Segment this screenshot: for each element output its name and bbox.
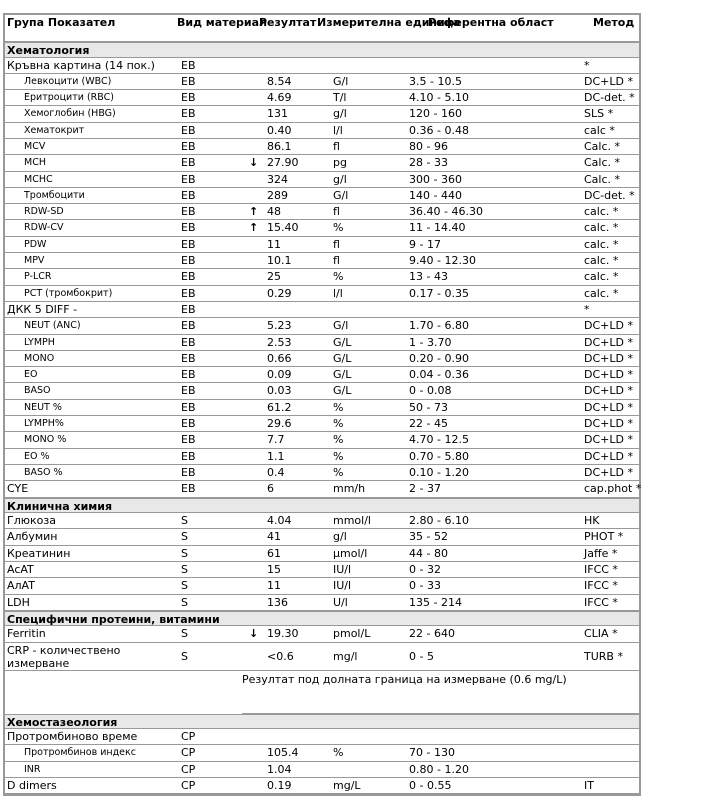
table-row bbox=[5, 253, 639, 269]
result-value: 8.54 bbox=[267, 74, 292, 88]
material: ЕВ bbox=[181, 237, 196, 251]
method: DC-det. * bbox=[584, 91, 635, 105]
test-name: CRP - количествено измерване bbox=[7, 643, 121, 670]
test-name: LYMPH bbox=[24, 336, 55, 348]
reference-range: 0.80 - 1.20 bbox=[409, 762, 469, 776]
method: CLIA * bbox=[584, 627, 618, 641]
result-value: 2.53 bbox=[267, 335, 292, 349]
reference-range: 44 - 80 bbox=[409, 546, 448, 560]
method: DC+LD * bbox=[584, 319, 633, 333]
result-value: 25 bbox=[267, 270, 281, 284]
test-name: Глюкоза bbox=[7, 514, 56, 528]
result-value: 105.4 bbox=[267, 746, 299, 760]
test-name: LDH bbox=[7, 595, 30, 609]
result-value: 41 bbox=[267, 530, 281, 544]
unit: fl bbox=[333, 139, 340, 153]
table-row bbox=[5, 383, 639, 399]
material: S bbox=[181, 649, 188, 663]
reference-range: 0.04 - 0.36 bbox=[409, 368, 469, 382]
method: cap.phot * bbox=[584, 482, 642, 496]
test-name: EO % bbox=[24, 450, 50, 462]
reference-range: 9 - 17 bbox=[409, 237, 441, 251]
material: ЕВ bbox=[181, 417, 196, 431]
table-row bbox=[5, 155, 639, 171]
unit: % bbox=[333, 465, 344, 479]
material: CP bbox=[181, 778, 196, 792]
result-value: 1.1 bbox=[267, 449, 285, 463]
table-row bbox=[5, 513, 639, 529]
reference-range: 135 - 214 bbox=[409, 595, 462, 609]
result-note: Резултат под долната граница на измерване (0.6 mg/L) bbox=[242, 672, 567, 686]
unit: T/l bbox=[333, 91, 347, 105]
reference-range: 3.5 - 10.5 bbox=[409, 74, 462, 88]
unit: G/L bbox=[333, 384, 352, 398]
unit: % bbox=[333, 449, 344, 463]
unit: % bbox=[333, 417, 344, 431]
test-name: Протромбиново време bbox=[7, 730, 138, 744]
test-name: Хемоглобин (HBG) bbox=[24, 108, 116, 120]
method: calc. * bbox=[584, 205, 619, 219]
table-row bbox=[5, 432, 639, 448]
material: ЕВ bbox=[181, 221, 196, 235]
table-row bbox=[5, 188, 639, 204]
table-row bbox=[5, 626, 639, 642]
header-name: Група Показател bbox=[7, 16, 116, 29]
test-name: Албумин bbox=[7, 530, 58, 544]
method: TURB * bbox=[584, 649, 623, 663]
reference-range: 0 - 0.55 bbox=[409, 778, 452, 792]
unit: g/l bbox=[333, 530, 347, 544]
table-row bbox=[5, 302, 639, 318]
method: DC+LD * bbox=[584, 417, 633, 431]
test-name: Левкоцити (WBC) bbox=[24, 75, 112, 87]
method: calc. * bbox=[584, 221, 619, 235]
table-row bbox=[5, 578, 639, 594]
test-name: AcAT bbox=[7, 562, 34, 576]
table-row bbox=[5, 74, 639, 90]
unit: G/L bbox=[333, 368, 352, 382]
material: ЕВ bbox=[181, 254, 196, 268]
result-value: 15 bbox=[267, 562, 281, 576]
section-header bbox=[5, 42, 639, 58]
material: CP bbox=[181, 762, 196, 776]
material: S bbox=[181, 562, 188, 576]
method: PHOT * bbox=[584, 530, 624, 544]
result-value: 0.19 bbox=[267, 778, 292, 792]
lab-results-table bbox=[3, 13, 641, 796]
material: CP bbox=[181, 730, 196, 744]
reference-range: 28 - 33 bbox=[409, 156, 448, 170]
method: DC-det. * bbox=[584, 188, 635, 202]
unit: pg bbox=[333, 156, 347, 170]
test-name: LYMPH% bbox=[24, 418, 64, 430]
material: ЕВ bbox=[181, 335, 196, 349]
material: ЕВ bbox=[181, 302, 196, 316]
material: S bbox=[181, 546, 188, 560]
unit: IU/l bbox=[333, 562, 352, 576]
result-value: 0.29 bbox=[267, 286, 292, 300]
table-row bbox=[5, 269, 639, 285]
unit: fl bbox=[333, 254, 340, 268]
material: ЕВ bbox=[181, 319, 196, 333]
result-value: 4.04 bbox=[267, 514, 292, 528]
reference-range: 0 - 32 bbox=[409, 562, 441, 576]
reference-range: 36.40 - 46.30 bbox=[409, 205, 483, 219]
unit: mg/L bbox=[333, 778, 361, 792]
test-name: Ferritin bbox=[7, 627, 46, 641]
material: ЕВ bbox=[181, 286, 196, 300]
table-row bbox=[5, 546, 639, 562]
test-name: EO bbox=[24, 369, 38, 381]
unit: G/l bbox=[333, 188, 349, 202]
unit: G/L bbox=[333, 351, 352, 365]
method: DC+LD * bbox=[584, 449, 633, 463]
test-name: NEUT % bbox=[24, 401, 62, 413]
method: Jaffe * bbox=[584, 546, 618, 560]
material: S bbox=[181, 579, 188, 593]
material: ЕВ bbox=[181, 107, 196, 121]
method: Calc. * bbox=[584, 139, 621, 153]
test-name: MCHC bbox=[24, 173, 53, 185]
reference-range: 0.70 - 5.80 bbox=[409, 449, 469, 463]
material: ЕВ bbox=[181, 172, 196, 186]
header-ref: Референтна област bbox=[428, 16, 554, 29]
method: Calc. * bbox=[584, 172, 621, 186]
table-row bbox=[5, 729, 639, 745]
table-row bbox=[5, 172, 639, 188]
test-name: AлAT bbox=[7, 579, 35, 593]
result-value: 1.04 bbox=[267, 762, 292, 776]
method: calc. * bbox=[584, 286, 619, 300]
method: SLS * bbox=[584, 107, 614, 121]
table-row bbox=[5, 562, 639, 578]
test-name: P-LCR bbox=[24, 271, 52, 283]
method: DC+LD * bbox=[584, 433, 633, 447]
unit: mm/h bbox=[333, 482, 366, 496]
result-value: 289 bbox=[267, 188, 288, 202]
method: DC+LD * bbox=[584, 351, 633, 365]
method: IFCC * bbox=[584, 579, 618, 593]
material: ЕВ bbox=[181, 368, 196, 382]
test-name: Хематокрит bbox=[24, 124, 85, 136]
method: HK bbox=[584, 514, 600, 528]
material: ЕВ bbox=[181, 433, 196, 447]
material: S bbox=[181, 627, 188, 641]
table-row bbox=[5, 449, 639, 465]
material: S bbox=[181, 514, 188, 528]
reference-range: 1 - 3.70 bbox=[409, 335, 452, 349]
flag-arrow-icon: ↓ bbox=[249, 156, 259, 170]
result-value: 27.90 bbox=[267, 156, 299, 170]
reference-range: 2.80 - 6.10 bbox=[409, 514, 469, 528]
table-row bbox=[5, 367, 639, 383]
result-value: 86.1 bbox=[267, 139, 292, 153]
table-row bbox=[5, 139, 639, 155]
table-row bbox=[5, 465, 639, 481]
reference-range: 4.70 - 12.5 bbox=[409, 433, 469, 447]
table-row bbox=[5, 643, 639, 671]
table-row bbox=[5, 416, 639, 432]
table-row bbox=[5, 318, 639, 334]
result-value: 0.66 bbox=[267, 351, 292, 365]
unit: l/l bbox=[333, 286, 343, 300]
table-row bbox=[5, 220, 639, 236]
reference-range: 4.10 - 5.10 bbox=[409, 91, 469, 105]
method: DC+LD * bbox=[584, 368, 633, 382]
unit: G/l bbox=[333, 319, 349, 333]
flag-arrow-icon: ↑ bbox=[249, 205, 259, 219]
test-name: Тромбоцити bbox=[24, 189, 85, 201]
result-value: 15.40 bbox=[267, 221, 299, 235]
reference-range: 9.40 - 12.30 bbox=[409, 254, 476, 268]
unit: l/l bbox=[333, 123, 343, 137]
table-header bbox=[5, 15, 639, 42]
table-row bbox=[5, 745, 639, 761]
table-row bbox=[5, 106, 639, 122]
table-row bbox=[5, 335, 639, 351]
table-row bbox=[5, 237, 639, 253]
unit: g/l bbox=[333, 172, 347, 186]
test-name: PDW bbox=[24, 238, 47, 250]
unit: G/L bbox=[333, 335, 352, 349]
section-title: Хематология bbox=[7, 44, 90, 57]
result-value: 324 bbox=[267, 172, 288, 186]
unit: G/l bbox=[333, 74, 349, 88]
test-name: PCT (тромбокрит) bbox=[24, 287, 113, 299]
result-value: 0.4 bbox=[267, 465, 285, 479]
section-header bbox=[5, 611, 639, 627]
reference-range: 11 - 14.40 bbox=[409, 221, 466, 235]
reference-range: 140 - 440 bbox=[409, 188, 462, 202]
result-value: 0.40 bbox=[267, 123, 292, 137]
reference-range: 35 - 52 bbox=[409, 530, 448, 544]
result-value: <0.6 bbox=[267, 649, 294, 663]
material: ЕВ bbox=[181, 449, 196, 463]
method: calc. * bbox=[584, 237, 619, 251]
test-name: Кръвна картина (14 пок.) bbox=[7, 58, 155, 72]
unit: fl bbox=[333, 205, 340, 219]
table-row bbox=[5, 204, 639, 220]
reference-range: 0 - 0.08 bbox=[409, 384, 452, 398]
table-row bbox=[5, 481, 642, 497]
material: ЕВ bbox=[181, 156, 196, 170]
result-value: 19.30 bbox=[267, 627, 299, 641]
material: ЕВ bbox=[181, 188, 196, 202]
material: ЕВ bbox=[181, 270, 196, 284]
material: ЕВ bbox=[181, 91, 196, 105]
unit: U/l bbox=[333, 595, 348, 609]
reference-range: 1.70 - 6.80 bbox=[409, 319, 469, 333]
method: calc. * bbox=[584, 270, 619, 284]
material: ЕВ bbox=[181, 351, 196, 365]
test-name: Еритроцити (RBC) bbox=[24, 92, 114, 104]
reference-range: 0.17 - 0.35 bbox=[409, 286, 469, 300]
reference-range: 70 - 130 bbox=[409, 746, 455, 760]
material: ЕВ bbox=[181, 139, 196, 153]
reference-range: 22 - 640 bbox=[409, 627, 455, 641]
method: Calc. * bbox=[584, 156, 621, 170]
method: DC+LD * bbox=[584, 400, 633, 414]
table-row bbox=[5, 529, 639, 545]
method: IFCC * bbox=[584, 562, 618, 576]
unit: fl bbox=[333, 237, 340, 251]
method: * bbox=[584, 302, 590, 316]
test-name: BASO % bbox=[24, 466, 63, 478]
table-row bbox=[5, 286, 639, 302]
unit: IU/l bbox=[333, 579, 352, 593]
section-header bbox=[5, 498, 639, 514]
table-row bbox=[5, 778, 639, 794]
test-name: MPV bbox=[24, 255, 45, 267]
material: ЕВ bbox=[181, 74, 196, 88]
flag-arrow-icon: ↓ bbox=[249, 627, 259, 641]
reference-range: 0 - 33 bbox=[409, 579, 441, 593]
test-name: CYE bbox=[7, 482, 29, 496]
test-name: INR bbox=[24, 763, 41, 775]
table-row bbox=[5, 351, 639, 367]
test-name: NEUT (ANC) bbox=[24, 320, 81, 332]
test-name: MCV bbox=[24, 140, 46, 152]
table-row bbox=[5, 123, 639, 139]
reference-range: 50 - 73 bbox=[409, 400, 448, 414]
result-value: 61.2 bbox=[267, 400, 292, 414]
result-value: 136 bbox=[267, 595, 288, 609]
unit: µmol/l bbox=[333, 546, 368, 560]
material: S bbox=[181, 595, 188, 609]
method: IT bbox=[584, 778, 594, 792]
material: ЕВ bbox=[181, 123, 196, 137]
result-value: 6 bbox=[267, 482, 274, 496]
section-title: Хемостазеология bbox=[7, 715, 118, 729]
table-row bbox=[5, 90, 639, 106]
result-value: 0.09 bbox=[267, 368, 292, 382]
material: ЕВ bbox=[181, 205, 196, 219]
method: DC+LD * bbox=[584, 335, 633, 349]
result-value: 61 bbox=[267, 546, 281, 560]
test-name: Протромбинов индекс bbox=[24, 747, 136, 759]
unit: % bbox=[333, 270, 344, 284]
result-value: 11 bbox=[267, 237, 281, 251]
table-row bbox=[5, 762, 639, 778]
result-value: 131 bbox=[267, 107, 288, 121]
section-header bbox=[5, 714, 639, 730]
test-name: RDW-SD bbox=[24, 206, 64, 218]
unit: % bbox=[333, 746, 344, 760]
result-value: 11 bbox=[267, 579, 281, 593]
unit: pmol/L bbox=[333, 627, 371, 641]
table-row bbox=[5, 595, 639, 611]
material: ЕВ bbox=[181, 58, 196, 72]
method: calc * bbox=[584, 123, 615, 137]
section-title: Клинична химия bbox=[7, 499, 113, 513]
material: ЕВ bbox=[181, 400, 196, 414]
table-row bbox=[5, 58, 639, 74]
method: IFCC * bbox=[584, 595, 618, 609]
material: ЕВ bbox=[181, 465, 196, 479]
reference-range: 120 - 160 bbox=[409, 107, 462, 121]
table-row bbox=[5, 400, 639, 416]
method: * bbox=[584, 58, 590, 72]
reference-range: 0 - 5 bbox=[409, 649, 434, 663]
result-value: 5.23 bbox=[267, 319, 292, 333]
reference-range: 2 - 37 bbox=[409, 482, 441, 496]
result-value: 29.6 bbox=[267, 417, 292, 431]
unit: mmol/l bbox=[333, 514, 371, 528]
material: S bbox=[181, 530, 188, 544]
reference-range: 0.10 - 1.20 bbox=[409, 465, 469, 479]
material: ЕВ bbox=[181, 482, 196, 496]
method: calc. * bbox=[584, 254, 619, 268]
test-name: ДКК 5 DIFF - bbox=[7, 302, 78, 316]
test-name: BASO bbox=[24, 385, 51, 397]
result-value: 10.1 bbox=[267, 254, 292, 268]
header-method: Метод bbox=[593, 16, 635, 29]
reference-range: 0.20 - 0.90 bbox=[409, 351, 469, 365]
unit: % bbox=[333, 221, 344, 235]
test-name: RDW-CV bbox=[24, 222, 64, 234]
method: DC+LD * bbox=[584, 384, 633, 398]
unit: % bbox=[333, 433, 344, 447]
section-title: Специфични протеини, витамини bbox=[7, 612, 220, 626]
result-value: 4.69 bbox=[267, 91, 292, 105]
flag-arrow-icon: ↑ bbox=[249, 221, 259, 235]
test-name: Креатинин bbox=[7, 546, 71, 560]
reference-range: 13 - 43 bbox=[409, 270, 448, 284]
reference-range: 22 - 45 bbox=[409, 417, 448, 431]
header-unit: Измерителна единица bbox=[317, 16, 461, 29]
method: DC+LD * bbox=[584, 465, 633, 479]
reference-range: 300 - 360 bbox=[409, 172, 462, 186]
unit: g/l bbox=[333, 107, 347, 121]
test-name: D dimers bbox=[7, 778, 57, 792]
unit: % bbox=[333, 400, 344, 414]
material: ЕВ bbox=[181, 384, 196, 398]
unit: mg/l bbox=[333, 649, 358, 663]
reference-range: 0.36 - 0.48 bbox=[409, 123, 469, 137]
test-name: MCH bbox=[24, 157, 46, 169]
result-note-row bbox=[5, 671, 639, 714]
result-value: 48 bbox=[267, 205, 281, 219]
reference-range: 80 - 96 bbox=[409, 139, 448, 153]
test-name: MONO % bbox=[24, 434, 67, 446]
header-material: Вид материал bbox=[177, 16, 268, 29]
method: DC+LD * bbox=[584, 74, 633, 88]
result-value: 7.7 bbox=[267, 433, 285, 447]
header-result: Резултат bbox=[259, 16, 317, 29]
test-name: MONO bbox=[24, 352, 55, 364]
material: CP bbox=[181, 746, 196, 760]
result-value: 0.03 bbox=[267, 384, 292, 398]
